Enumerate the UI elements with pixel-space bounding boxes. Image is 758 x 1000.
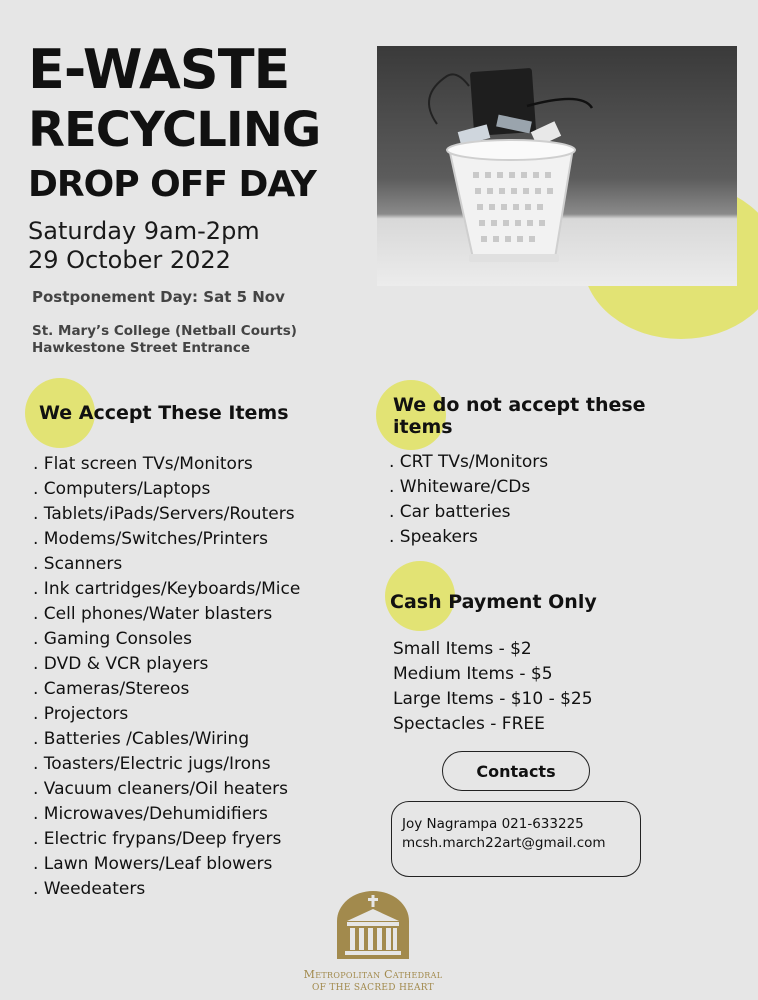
event-date: 29 October 2022 xyxy=(28,246,231,274)
title-line-1: E-WASTE xyxy=(28,38,290,101)
not-accepted-heading-line-1: We do not accept these xyxy=(393,394,646,416)
accepted-item: . Toasters/Electric jugs/Irons xyxy=(33,754,271,774)
accepted-item: . Computers/Laptops xyxy=(33,479,211,499)
contact-name-phone: Joy Nagrampa 021-633225 xyxy=(402,816,584,832)
price-item: Small Items - $2 xyxy=(393,639,532,659)
accepted-items-list xyxy=(33,452,300,902)
accepted-item: . Flat screen TVs/Monitors xyxy=(33,454,253,474)
title-line-2: RECYCLING xyxy=(28,102,321,158)
accepted-heading: We Accept These Items xyxy=(39,402,289,424)
not-accepted-heading-line-2: items xyxy=(393,416,453,438)
postponement-day: Postponement Day: Sat 5 Nov xyxy=(32,288,285,306)
accepted-item: . Cell phones/Water blasters xyxy=(33,604,273,624)
not-accepted-items-list xyxy=(389,450,548,550)
accepted-item: . Modems/Switches/Printers xyxy=(33,529,268,549)
venue-line-1: St. Mary’s College (Netball Courts) xyxy=(32,323,297,339)
contacts-button[interactable]: Contacts xyxy=(442,751,590,791)
not-accepted-item: . Whiteware/CDs xyxy=(389,477,531,497)
logo-text-line-1: Metropolitan Cathedral xyxy=(303,968,443,981)
event-day-time: Saturday 9am-2pm xyxy=(28,217,260,245)
contact-email[interactable]: mcsh.march22art@gmail.com xyxy=(402,835,606,851)
payment-heading: Cash Payment Only xyxy=(390,591,597,613)
price-item: Medium Items - $5 xyxy=(393,664,553,684)
accepted-item: . Vacuum cleaners/Oil heaters xyxy=(33,779,288,799)
accepted-item: . Weedeaters xyxy=(33,879,146,899)
price-item: Spectacles - FREE xyxy=(393,714,545,734)
not-accepted-item: . Car batteries xyxy=(389,502,511,522)
title-line-3: DROP OFF DAY xyxy=(28,164,316,205)
accepted-item: . Ink cartridges/Keyboards/Mice xyxy=(33,579,301,599)
accepted-item: . Electric frypans/Deep fryers xyxy=(33,829,282,849)
accepted-item: . Batteries /Cables/Wiring xyxy=(33,729,250,749)
accepted-item: . Scanners xyxy=(33,554,123,574)
accepted-item: . DVD & VCR players xyxy=(33,654,209,674)
accepted-item: . Cameras/Stereos xyxy=(33,679,190,699)
venue-line-2: Hawkestone Street Entrance xyxy=(32,340,251,356)
accepted-item: . Gaming Consoles xyxy=(33,629,192,649)
cathedral-icon xyxy=(335,891,411,959)
accepted-item: . Lawn Mowers/Leaf blowers xyxy=(33,854,273,874)
e-waste-basket-photo xyxy=(377,46,737,286)
accepted-item: . Microwaves/Dehumidifiers xyxy=(33,804,268,824)
contact-details-box xyxy=(391,801,641,877)
accepted-item: . Projectors xyxy=(33,704,129,724)
logo-text-line-2: OF THE SACRED HEART xyxy=(312,983,434,993)
price-list xyxy=(393,637,593,737)
not-accepted-item: . Speakers xyxy=(389,527,478,547)
not-accepted-item: . CRT TVs/Monitors xyxy=(389,452,549,472)
price-item: Large Items - $10 - $25 xyxy=(393,689,593,709)
basket-illustration xyxy=(377,46,737,286)
accepted-item: . Tablets/iPads/Servers/Routers xyxy=(33,504,295,524)
